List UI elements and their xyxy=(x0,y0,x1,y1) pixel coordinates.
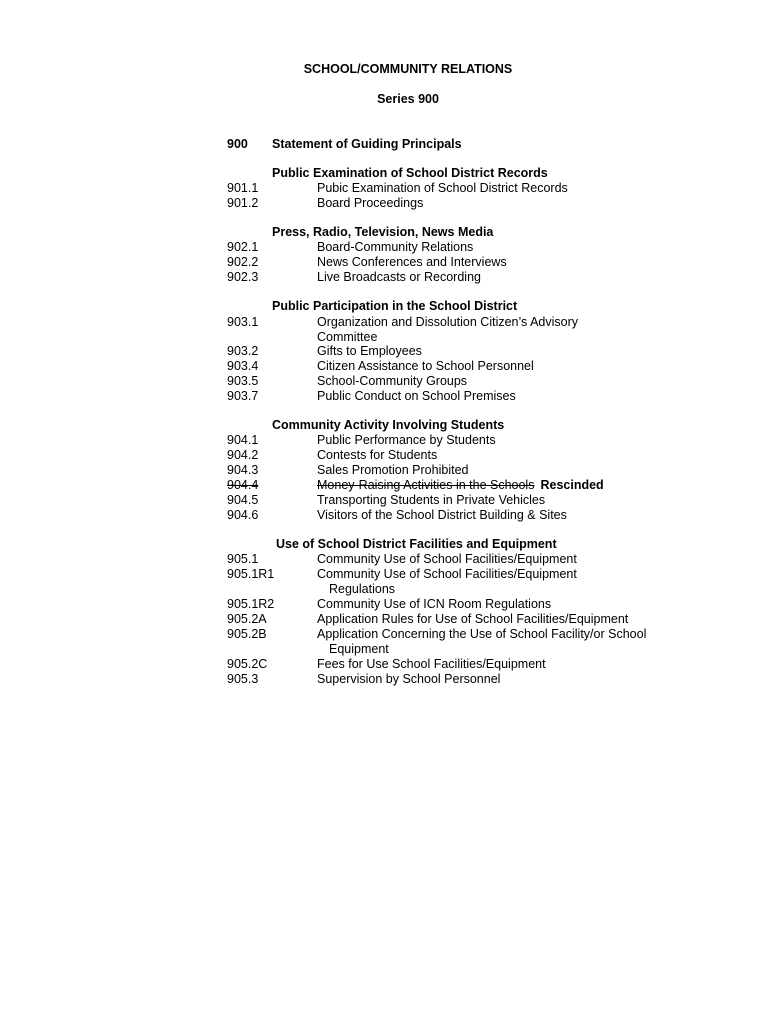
list-item xyxy=(0,389,770,404)
policy-title: Board-Community Relations xyxy=(317,240,474,254)
list-item xyxy=(0,627,770,642)
policy-title: Community Use of ICN Room Regulations xyxy=(317,597,552,611)
list-item xyxy=(0,552,770,567)
policy-title: Money-Raising Activities in the Schools xyxy=(317,478,535,492)
policy-title: Supervision by School Personnel xyxy=(317,672,501,686)
list-item xyxy=(0,240,770,255)
section-heading: Press, Radio, Television, News Media xyxy=(272,225,494,239)
policy-title: Public Conduct on School Premises xyxy=(317,389,516,403)
policy-number: 905.1R1 xyxy=(227,567,275,581)
policy-number: 900 xyxy=(227,137,248,151)
policy-title: Organization and Dissolution Citizen’s Advisory xyxy=(317,315,579,329)
policy-number: 903.7 xyxy=(227,389,259,403)
list-item xyxy=(0,493,770,508)
list-item xyxy=(0,463,770,478)
policy-number: 904.1 xyxy=(227,433,259,447)
list-item-continuation xyxy=(0,582,770,597)
policy-title: Citizen Assistance to School Personnel xyxy=(317,359,534,373)
list-item xyxy=(0,612,770,627)
policy-number: 901.1 xyxy=(227,181,259,195)
list-item-continuation xyxy=(0,330,770,345)
list-item xyxy=(0,433,770,448)
list-item xyxy=(0,657,770,672)
list-item xyxy=(0,374,770,389)
section-heading: Public Examination of School District Records xyxy=(272,166,548,180)
policy-title: Sales Promotion Prohibited xyxy=(317,463,469,477)
policy-title: Community Use of School Facilities/Equipment xyxy=(317,567,577,581)
section-heading: Community Activity Involving Students xyxy=(272,418,505,432)
list-item xyxy=(0,508,770,523)
policy-number: 902.1 xyxy=(227,240,259,254)
policy-number: 905.1 xyxy=(227,552,259,566)
policy-title: Application Concerning the Use of School Facility/or School xyxy=(317,627,647,641)
policy-number: 902.3 xyxy=(227,270,259,284)
policy-title-continuation: Equipment xyxy=(329,642,389,656)
policy-title: Visitors of the School District Building & Sites xyxy=(317,508,567,522)
section-heading: Public Participation in the School District xyxy=(272,299,518,313)
intro-row xyxy=(0,137,770,152)
list-item xyxy=(0,270,770,285)
policy-title: School-Community Groups xyxy=(317,374,468,388)
policy-number: 904.4 xyxy=(227,478,259,492)
policy-title-continuation: Regulations xyxy=(329,582,396,596)
policy-title: Application Rules for Use of School Facilities/Equipment xyxy=(317,612,629,626)
list-item-rescinded xyxy=(0,478,770,493)
policy-title: Public Performance by Students xyxy=(317,433,496,447)
policy-title-wrapper xyxy=(317,478,604,493)
policy-number: 904.5 xyxy=(227,493,259,507)
policy-number: 901.2 xyxy=(227,196,259,210)
policy-title: Transporting Students in Private Vehicles xyxy=(317,493,546,507)
policy-number: 903.5 xyxy=(227,374,259,388)
policy-number: 905.3 xyxy=(227,672,259,686)
policy-number: 904.2 xyxy=(227,448,259,462)
policy-number: 902.2 xyxy=(227,255,259,269)
policy-number: 904.6 xyxy=(227,508,259,522)
document-title: SCHOOL/COMMUNITY RELATIONS xyxy=(303,62,513,76)
policy-title: Community Use of School Facilities/Equipment xyxy=(317,552,577,566)
policy-title: Pubic Examination of School District Records xyxy=(317,181,568,195)
policy-number: 905.1R2 xyxy=(227,597,275,611)
list-item xyxy=(0,196,770,211)
policy-title: Statement of Guiding Principals xyxy=(272,137,462,151)
list-item xyxy=(0,359,770,374)
list-item xyxy=(0,448,770,463)
list-item xyxy=(0,344,770,359)
policy-title: Live Broadcasts or Recording xyxy=(317,270,481,284)
policy-number: 904.3 xyxy=(227,463,259,477)
policy-title: News Conferences and Interviews xyxy=(317,255,507,269)
policy-title: Fees for Use School Facilities/Equipment xyxy=(317,657,546,671)
policy-number: 903.1 xyxy=(227,315,259,329)
policy-title-continuation: Committee xyxy=(317,330,378,344)
list-item xyxy=(0,315,770,330)
policy-number: 905.2A xyxy=(227,612,267,626)
policy-number: 905.2B xyxy=(227,627,267,641)
rescinded-label: Rescinded xyxy=(540,478,604,492)
policy-title: Contests for Students xyxy=(317,448,438,462)
list-item xyxy=(0,597,770,612)
policy-title: Board Proceedings xyxy=(317,196,424,210)
policy-title: Gifts to Employees xyxy=(317,344,422,358)
policy-number: 905.2C xyxy=(227,657,268,671)
list-item xyxy=(0,255,770,270)
policy-number: 903.4 xyxy=(227,359,259,373)
list-item-continuation xyxy=(0,642,770,657)
list-item xyxy=(0,672,770,687)
list-item xyxy=(0,181,770,196)
list-item xyxy=(0,567,770,582)
policy-number: 903.2 xyxy=(227,344,259,358)
section-heading: Use of School District Facilities and Equipment xyxy=(276,537,557,551)
series-title: Series 900 xyxy=(377,92,439,106)
